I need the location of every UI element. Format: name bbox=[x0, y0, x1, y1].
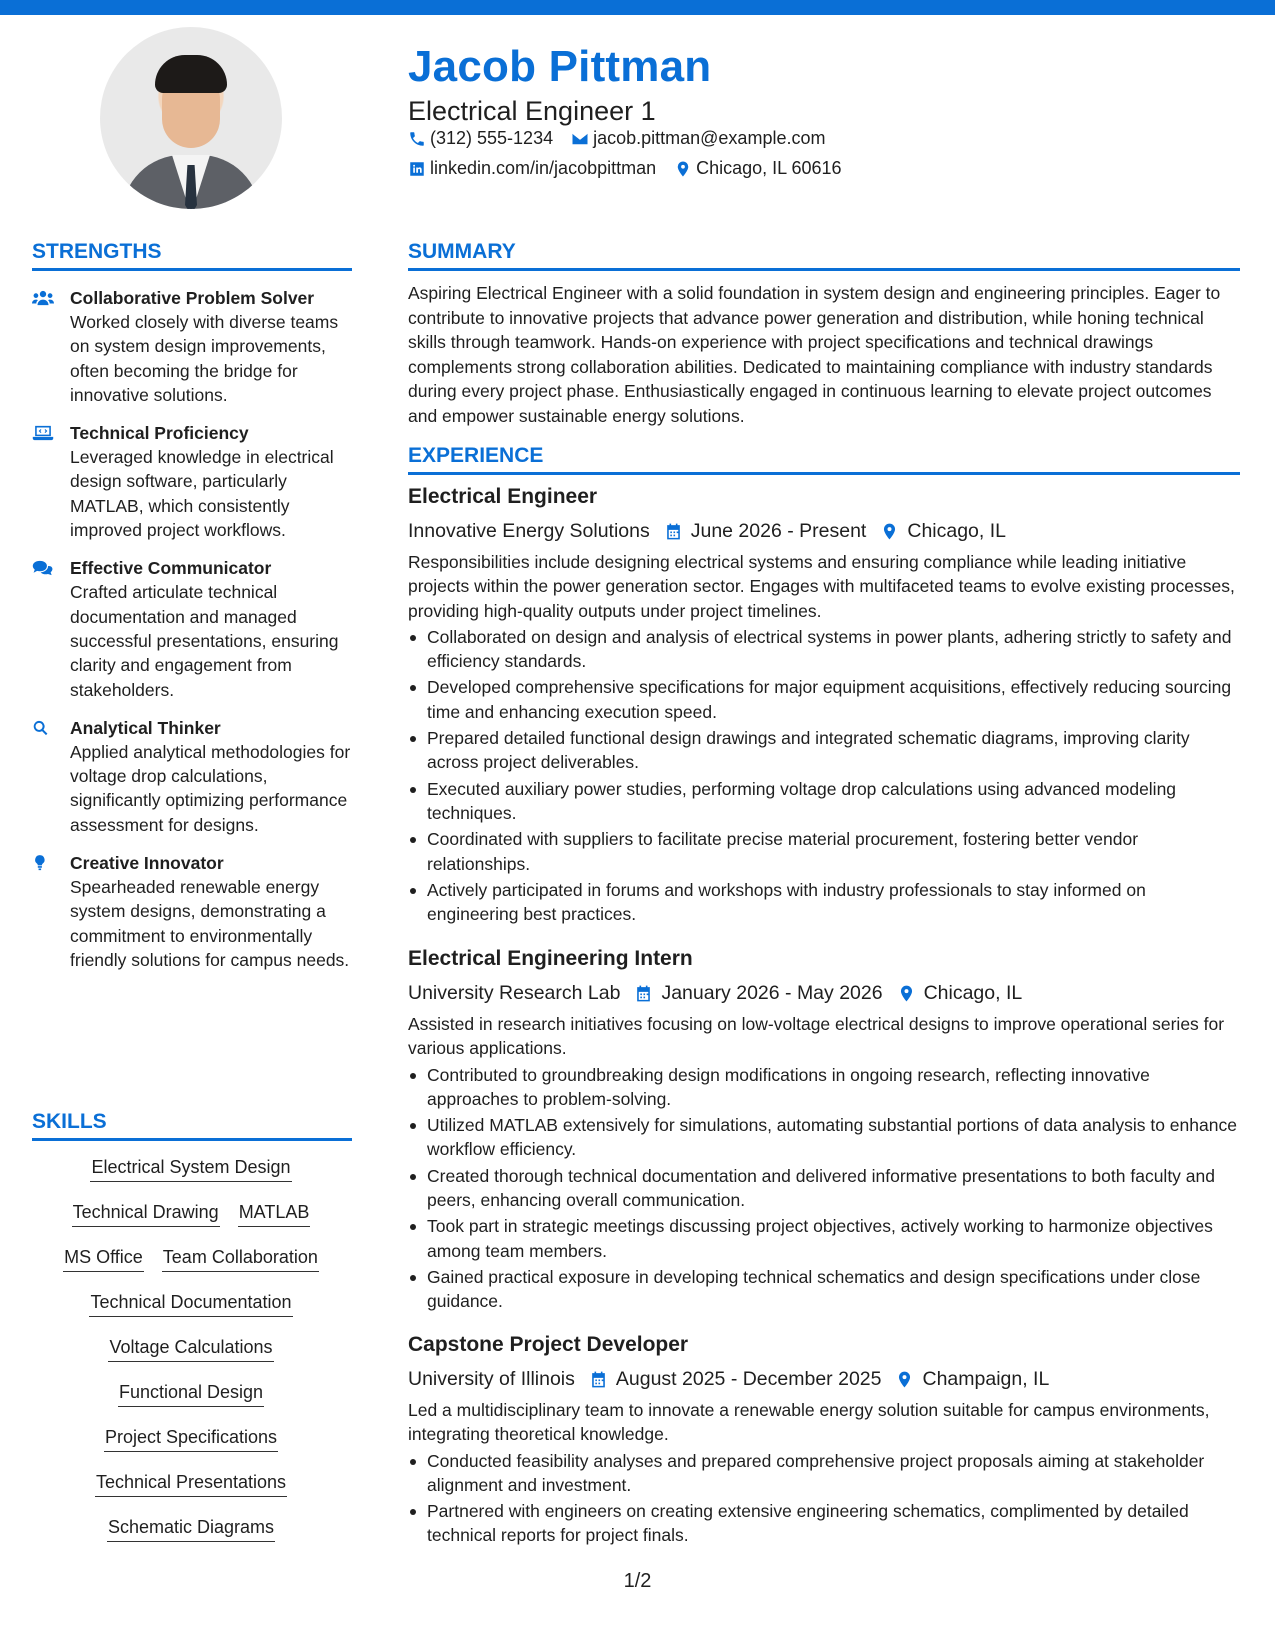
map-pin-icon bbox=[880, 522, 899, 541]
job-meta bbox=[408, 515, 1240, 547]
linkedin-icon bbox=[408, 160, 426, 178]
experience-entry bbox=[408, 1333, 1240, 1550]
candidate-title: Electrical Engineer 1 bbox=[408, 96, 656, 126]
strength-desc: Crafted articulate technical documentation and managed successful presentations, ensuring clarity and engagement from stakeholders. bbox=[70, 582, 339, 700]
map-pin-icon bbox=[897, 984, 916, 1003]
strength-desc: Worked closely with diverse teams on system design improvements, often becoming the bridge for innovative solutions. bbox=[70, 312, 339, 405]
job-location: Champaign, IL bbox=[922, 1367, 1050, 1390]
strength-title: Analytical Thinker bbox=[70, 717, 221, 738]
job-bullet: Contributed to groundbreaking design modifications in ongoing research, reflecting innovative approaches to problem-solving. bbox=[408, 1063, 1240, 1112]
job-bullet: Developed comprehensive specifications for major equipment acquisitions, effectively reducing sourcing time and enhancing execution speed. bbox=[408, 675, 1240, 724]
location-text: Chicago, IL 60616 bbox=[696, 158, 842, 178]
phone-text: (312) 555-1234 bbox=[430, 128, 554, 148]
location-item bbox=[674, 158, 841, 179]
skill-tag: Team Collaboration bbox=[162, 1246, 319, 1272]
envelope-icon bbox=[571, 130, 589, 148]
job-bullets bbox=[408, 1063, 1240, 1314]
strengths-heading: STRENGTHS bbox=[32, 240, 352, 271]
email-link[interactable]: jacob.pittman@example.com bbox=[593, 128, 826, 148]
job-description: Assisted in research initiatives focusing on low-voltage electrical designs to improve operational series for various applications. bbox=[408, 1014, 1225, 1059]
job-bullets bbox=[408, 625, 1240, 927]
job-bullets bbox=[408, 1449, 1240, 1548]
skill-tag: Schematic Diagrams bbox=[107, 1516, 275, 1542]
strength-title: Collaborative Problem Solver bbox=[70, 288, 315, 308]
contact-row-2 bbox=[408, 158, 860, 179]
map-pin-icon bbox=[895, 1370, 914, 1389]
job-description: Led a multidisciplinary team to innovate a renewable energy solution suitable for campus environments, integrating theoretical knowledge. bbox=[408, 1400, 1210, 1445]
strength-title: Effective Communicator bbox=[70, 558, 272, 579]
job-company: University Research Lab bbox=[408, 981, 621, 1004]
skills-list bbox=[32, 1156, 350, 1561]
search-icon bbox=[32, 719, 54, 737]
comments-icon bbox=[32, 559, 54, 577]
job-bullet: Conducted feasibility analyses and prepared comprehensive project proposals aiming at stakeholder alignment and investment. bbox=[408, 1449, 1240, 1498]
candidate-name: Jacob Pittman bbox=[408, 42, 712, 91]
job-bullet: Executed auxiliary power studies, performing voltage drop calculations using advanced modeling techniques. bbox=[408, 777, 1240, 826]
strength-item bbox=[32, 421, 354, 542]
job-dates: January 2026 - May 2026 bbox=[661, 981, 883, 1004]
calendar-icon bbox=[589, 1370, 608, 1389]
strength-desc: Spearheaded renewable energy system designs, demonstrating a commitment to environmentally friendly solutions for campus needs. bbox=[70, 877, 350, 970]
strength-item bbox=[32, 851, 354, 972]
skills-heading: SKILLS bbox=[32, 1110, 352, 1141]
strength-item bbox=[32, 716, 354, 837]
calendar-icon bbox=[634, 984, 653, 1003]
linkedin-link[interactable]: linkedin.com/in/jacobpittman bbox=[430, 158, 657, 178]
phone-item bbox=[408, 128, 553, 149]
skill-tag: Functional Design bbox=[118, 1381, 264, 1407]
strength-item bbox=[32, 556, 354, 701]
summary-text: Aspiring Electrical Engineer with a solid foundation in system design and engineering principles. Eager to contribute to innovative projects that advance power generation and distribution, while honing technical skills through teamwork. Hands-on experience with project specifications and technical drawings complements strong collaboration abilities. Dedicated to maintaining compliance with industry standards during every project phase. Enthusiastically engaged in continuous learning to elevate project outcomes and empower sustainable energy solutions. bbox=[408, 283, 1221, 426]
strengths-list bbox=[32, 286, 354, 986]
skill-tag: MATLAB bbox=[238, 1201, 311, 1227]
job-dates: August 2025 - December 2025 bbox=[615, 1367, 882, 1390]
job-role: Electrical Engineering Intern bbox=[408, 947, 693, 970]
profile-photo bbox=[100, 27, 282, 209]
skill-tag: Technical Documentation bbox=[89, 1291, 292, 1317]
job-role: Electrical Engineer bbox=[408, 485, 598, 508]
job-bullet: Prepared detailed functional design drawings and integrated schematic diagrams, improving clarity across project deliverables. bbox=[408, 726, 1240, 775]
phone-icon bbox=[408, 130, 426, 148]
strength-desc: Applied analytical methodologies for voltage drop calculations, significantly optimizing performance assessment for designs. bbox=[70, 741, 351, 835]
job-meta bbox=[408, 1363, 1240, 1395]
job-role: Capstone Project Developer bbox=[408, 1333, 689, 1356]
job-description: Responsibilities include designing electrical systems and ensuring compliance while leading initiative projects within the power generation sector. Engages with multifaceted teams to evolve existing processes, providing high-quality outputs under project timelines. bbox=[408, 552, 1235, 621]
summary-heading: SUMMARY bbox=[408, 240, 1240, 271]
skill-tag: MS Office bbox=[63, 1246, 144, 1272]
lightbulb-icon bbox=[32, 854, 54, 872]
skill-tag: Technical Presentations bbox=[95, 1471, 287, 1497]
job-company: University of Illinois bbox=[408, 1367, 575, 1390]
strength-title: Technical Proficiency bbox=[70, 423, 249, 444]
top-accent-bar bbox=[0, 0, 1275, 15]
job-bullet: Partnered with engineers on creating extensive engineering schematics, complimented by detailed technical reports for project finals. bbox=[408, 1499, 1240, 1548]
job-location: Chicago, IL bbox=[907, 519, 1007, 542]
job-bullet: Collaborated on design and analysis of electrical systems in power plants, adhering strictly to safety and efficiency standards. bbox=[408, 625, 1240, 674]
job-meta bbox=[408, 977, 1240, 1009]
laptop-code-icon bbox=[32, 424, 54, 442]
experience-entry bbox=[408, 485, 1240, 928]
job-bullet: Took part in strategic meetings discussing project objectives, actively working to harmonize objectives among team members. bbox=[408, 1214, 1240, 1263]
job-dates: June 2026 - Present bbox=[690, 519, 867, 542]
job-bullet: Utilized MATLAB extensively for simulations, automating substantial portions of data analysis to enhance workflow efficiency. bbox=[408, 1113, 1240, 1162]
email-item[interactable] bbox=[571, 128, 825, 149]
strength-desc: Leveraged knowledge in electrical design software, particularly MATLAB, which consistently improved project workflows. bbox=[70, 447, 334, 541]
job-bullet: Created thorough technical documentation and delivered informative presentations to both faculty and peers, enhancing overall communication. bbox=[408, 1164, 1240, 1213]
map-pin-icon bbox=[674, 160, 692, 178]
skill-tag: Technical Drawing bbox=[72, 1201, 220, 1227]
skill-tag: Project Specifications bbox=[104, 1426, 278, 1452]
calendar-icon bbox=[664, 522, 683, 541]
job-bullet: Actively participated in forums and workshops with industry professionals to stay informed on engineering best practices. bbox=[408, 878, 1240, 927]
job-location: Chicago, IL bbox=[923, 981, 1023, 1004]
strength-item bbox=[32, 286, 354, 407]
users-icon bbox=[32, 289, 54, 307]
experience-entry bbox=[408, 947, 1240, 1316]
job-bullet: Coordinated with suppliers to facilitate precise material procurement, fostering better vendor relationships. bbox=[408, 827, 1240, 876]
job-company: Innovative Energy Solutions bbox=[408, 519, 650, 542]
job-bullet: Gained practical exposure in developing technical schematics and design specifications under close guidance. bbox=[408, 1265, 1240, 1314]
skill-tag: Voltage Calculations bbox=[108, 1336, 273, 1362]
page-number: 1/2 bbox=[623, 1570, 652, 1592]
linkedin-item[interactable] bbox=[408, 158, 656, 179]
contact-row-1 bbox=[408, 128, 843, 149]
skill-tag: Electrical System Design bbox=[90, 1156, 291, 1182]
strength-title: Creative Innovator bbox=[70, 853, 224, 874]
experience-heading: EXPERIENCE bbox=[408, 444, 1240, 475]
